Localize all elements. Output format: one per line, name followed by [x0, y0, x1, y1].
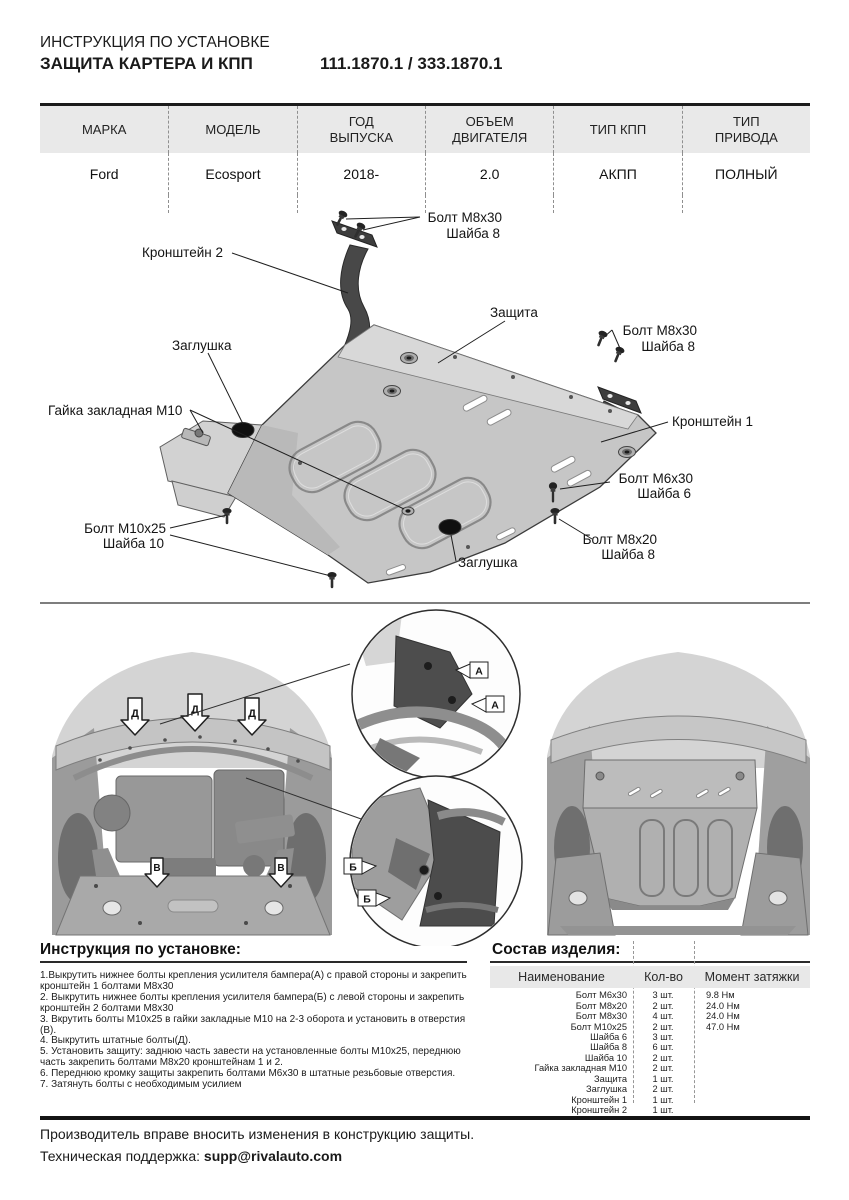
detail-circle-b [344, 776, 522, 946]
spec-value-gearbox: АКПП [553, 153, 681, 195]
spec-header-engine: ОБЪЕМ ДВИГАТЕЛЯ [425, 106, 553, 153]
parts-col-name: Наименование [518, 970, 605, 984]
parts-heading: Состав изделия: [492, 941, 621, 958]
footer-support [40, 1148, 342, 1164]
label-bolt-m10x25: Болт М10х25 [84, 521, 166, 536]
install-step: 7. Затянуть болты с необходимым усилием [40, 1079, 242, 1091]
install-heading: Инструкция по установке: [40, 941, 241, 958]
spec-header-year: ГОД ВЫПУСКА [297, 106, 425, 153]
support-email: supp@rivalauto.com [203, 1148, 343, 1164]
install-step: 1.Выкрутить нижнее болты крепления усилителя бампера(А) с правой стороны и закрепить кронштейн 1 болтами М8х30 [40, 970, 467, 992]
marker-d-2: Д [191, 704, 199, 716]
label-bolt-m8x30-top: Болт М8х30 [427, 210, 502, 225]
plug-bottom-part [439, 520, 461, 535]
footer-rule [40, 1116, 810, 1120]
parts-row: Шайба 10 2 шт. [584, 1052, 674, 1063]
parts-row: Болт М8х30 4 шт. 24.0 Нм [575, 1011, 740, 1022]
parts-row: Кронштейн 1 1 шт. [571, 1094, 674, 1105]
label-bolt-m8x30-right: Болт М8х30 [622, 323, 697, 338]
spec-value-model: Ecosport [168, 153, 296, 195]
parts-row: Шайба 8 6 шт. [590, 1042, 674, 1053]
parts-row: Болт М6х30 3 шт. 9.8 Нм [575, 990, 735, 1001]
label-washer8-right: Шайба 8 [641, 339, 695, 354]
parts-row: Гайка закладная М10 2 шт. [534, 1063, 674, 1074]
install-step: 2. Выкрутить нижнее болты крепления усилителя бампера(Б) с левой стороны и закрепить кронштейн 2 болтами М8х30 [40, 991, 465, 1014]
label-plug-bottom: Заглушка [458, 555, 518, 570]
marker-d-1: Д [131, 708, 139, 720]
exploded-view-diagram [0, 195, 849, 607]
support-label: Техническая поддержка: [40, 1148, 204, 1164]
install-step: 5. Установить защиту: заднюю часть завести на установленные болты М10х25, переднюю часть закрепить болтами М8х20 кронштейнам 1 и 2. [40, 1046, 461, 1069]
detail-circle-a [352, 610, 520, 778]
install-steps [40, 971, 480, 1091]
parts-col-torque: Момент затяжки [704, 970, 800, 984]
label-washer8-bottom: Шайба 8 [601, 547, 655, 562]
parts-row: Кронштейн 2 1 шт. [571, 1105, 674, 1116]
installation-photos [0, 608, 849, 946]
parts-col-qty: Кол-во [644, 970, 683, 984]
parts-row: Заглушка 2 шт. [586, 1084, 674, 1095]
spec-value-marka: Ford [89, 166, 119, 182]
label-washer8-top: Шайба 8 [446, 226, 500, 241]
bolt-m10x25-part-2 [327, 572, 336, 588]
install-step: 3. Вкрутить болты М10х25 в гайки закладные М10 на 2-3 оборота и установить в отверстия (В). [40, 1013, 466, 1036]
label-plug-left: Заглушка [172, 338, 232, 353]
marker-b-2: Б [363, 893, 371, 906]
install-step: 4. Выкрутить штатные болты(Д). [40, 1035, 191, 1047]
marker-d-3: Д [248, 708, 256, 720]
spec-header-marka: МАРКА [40, 106, 168, 153]
marker-a-2: А [491, 699, 499, 712]
label-embedded-nut: Гайка закладная М10 [48, 403, 183, 418]
section-divider [40, 602, 810, 604]
spec-value-year: 2018- [297, 153, 425, 195]
bolt-m8x30-right-1 [594, 329, 609, 347]
parts-heading-rule [490, 961, 810, 963]
label-washer10: Шайба 10 [102, 536, 164, 551]
product-title: ЗАЩИТА КАРТЕРА И КПП [40, 54, 253, 73]
label-bracket-1: Кронштейн 1 [672, 414, 753, 429]
label-shield: Защита [490, 305, 538, 320]
parts-row: Защита 1 шт. [594, 1073, 674, 1084]
part-numbers: 111.1870.1 / 333.1870.1 [320, 54, 503, 73]
label-bolt-m8x20: Болт М8х20 [582, 532, 657, 547]
label-bracket-2: Кронштейн 2 [142, 245, 223, 260]
spec-header-drive: ТИП ПРИВОДА [682, 106, 810, 153]
parts-table-body [490, 990, 810, 1115]
label-bolt-m6x30: Болт М6х30 [618, 471, 693, 486]
marker-v-1: В [153, 863, 161, 874]
footer-notice: Производитель вправе вносить изменения в конструкцию защиты. [40, 1126, 475, 1142]
marker-b-1: Б [349, 861, 357, 874]
spec-value-drive: ПОЛНЫЙ [682, 153, 810, 195]
spec-header-gearbox: ТИП КПП [553, 106, 681, 153]
parts-table-header [490, 966, 810, 988]
spec-header-model: МОДЕЛЬ [168, 106, 296, 153]
plug-left-part [232, 423, 254, 438]
photo-underbody-installed [547, 652, 810, 935]
marker-a-1: А [475, 665, 483, 678]
install-heading-rule [40, 961, 467, 963]
parts-row: Шайба 6 3 шт. [590, 1031, 674, 1042]
doc-type-title: ИНСТРУКЦИЯ ПО УСТАНОВКЕ [40, 34, 270, 51]
label-washer6: Шайба 6 [637, 486, 691, 501]
spec-value-engine: 2.0 [425, 153, 553, 195]
install-step: 6. Переднюю кромку защиты закрепить болтами М6х30 в штатные резьбовые отверстия. [40, 1068, 456, 1080]
bolt-m8x30-right-2 [611, 345, 626, 363]
parts-row: Болт М10х25 2 шт. 47.0 Нм [570, 1021, 740, 1032]
marker-v-2: В [277, 863, 285, 874]
parts-row: Болт М8х20 2 шт. 24.0 Нм [575, 1000, 740, 1011]
